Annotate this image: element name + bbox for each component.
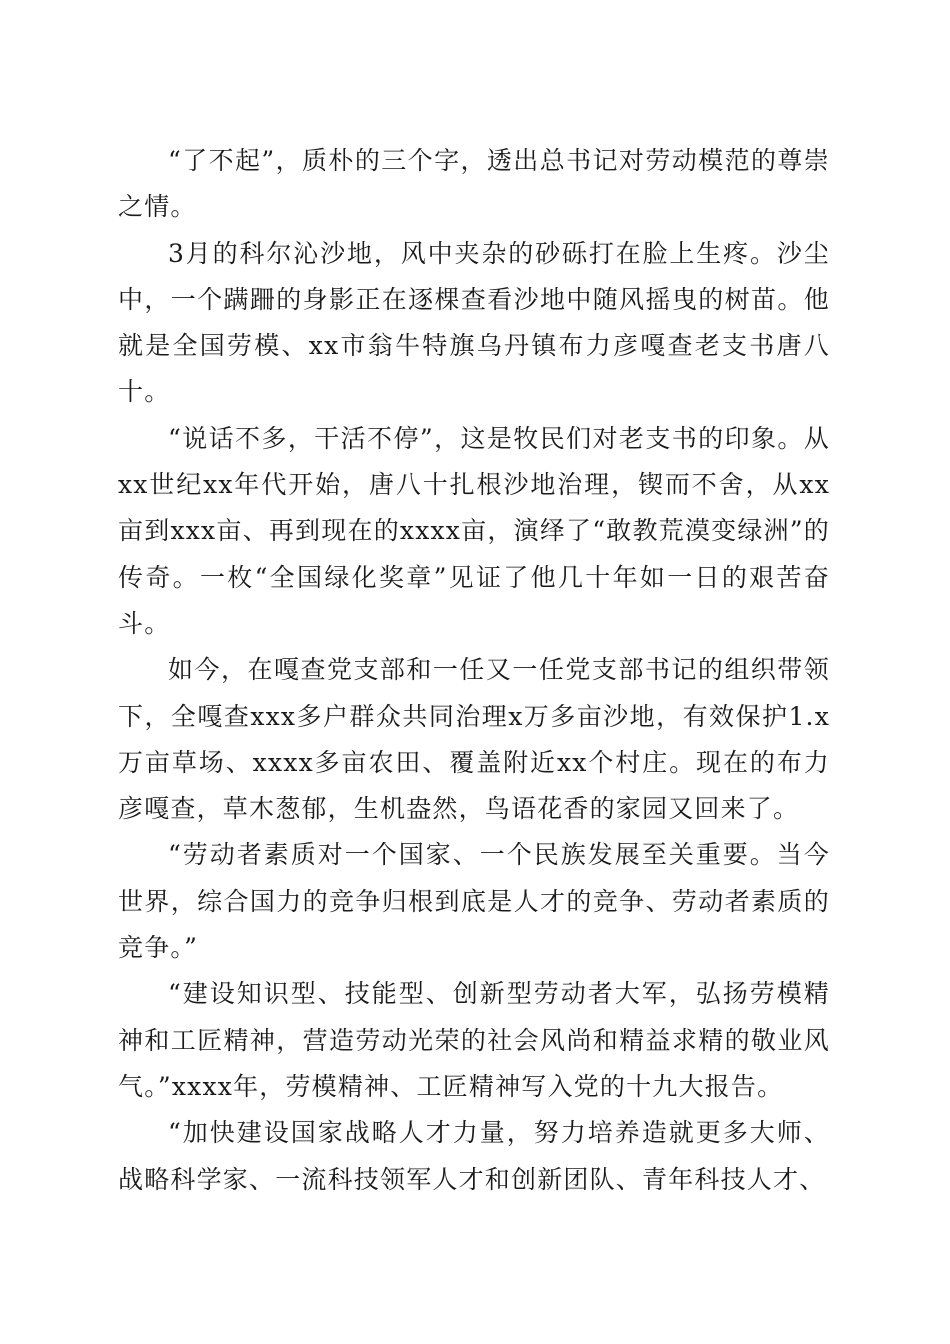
paragraph: “说话不多，干活不停”，这是牧民们对老支书的印象。从xx世纪xx年代开始，唐八十扎根沙地治理，锲而不舍，从xx亩到xxx亩、再到现在的xxxx亩，演绎了“敢教荒漠变绿洲”的传奇。一枚“全国绿化奖章”见证了他几十年如一日的艰苦奋斗。	[118, 423, 830, 638]
paragraph: 如今，在嘎查党支部和一任又一任党支部书记的组织带领下，全嘎查xxx多户群众共同治理x万多亩沙地，有效保护1.x万亩草场、xxxx多亩农田、覆盖附近xx个村庄。现在的布力彦嘎查，草木葱郁，生机盎然，鸟语花香的家园又回来了。	[118, 655, 830, 824]
paragraph: “建设知识型、技能型、创新型劳动者大军，弘扬劳模精神和工匠精神，营造劳动光荣的社会风尚和精益求精的敬业风气。”xxxx年，劳模精神、工匠精神写入党的十九大报告。	[118, 979, 830, 1101]
paragraph: “了不起”，质朴的三个字，透出总书记对劳动模范的尊崇之情。	[118, 146, 830, 222]
paragraph: “劳动者素质对一个国家、一个民族发展至关重要。当今世界，综合国力的竞争归根到底是人才的竞争、劳动者素质的竞争。”	[118, 840, 830, 963]
paragraph: “加快建设国家战略人才力量，努力培养造就更多大师、战略科学家、一流科技领军人才和创新团队、青年科技人才、	[118, 1118, 830, 1194]
document-body	[118, 138, 830, 1203]
paragraph: 3月的科尔沁沙地，风中夹杂的砂砾打在脸上生疼。沙尘中，一个蹒跚的身影正在逐棵查看沙地中随风摇曳的树苗。他就是全国劳模、xx市翁牛特旗乌丹镇布力彦嘎查老支书唐八十。	[118, 238, 830, 407]
